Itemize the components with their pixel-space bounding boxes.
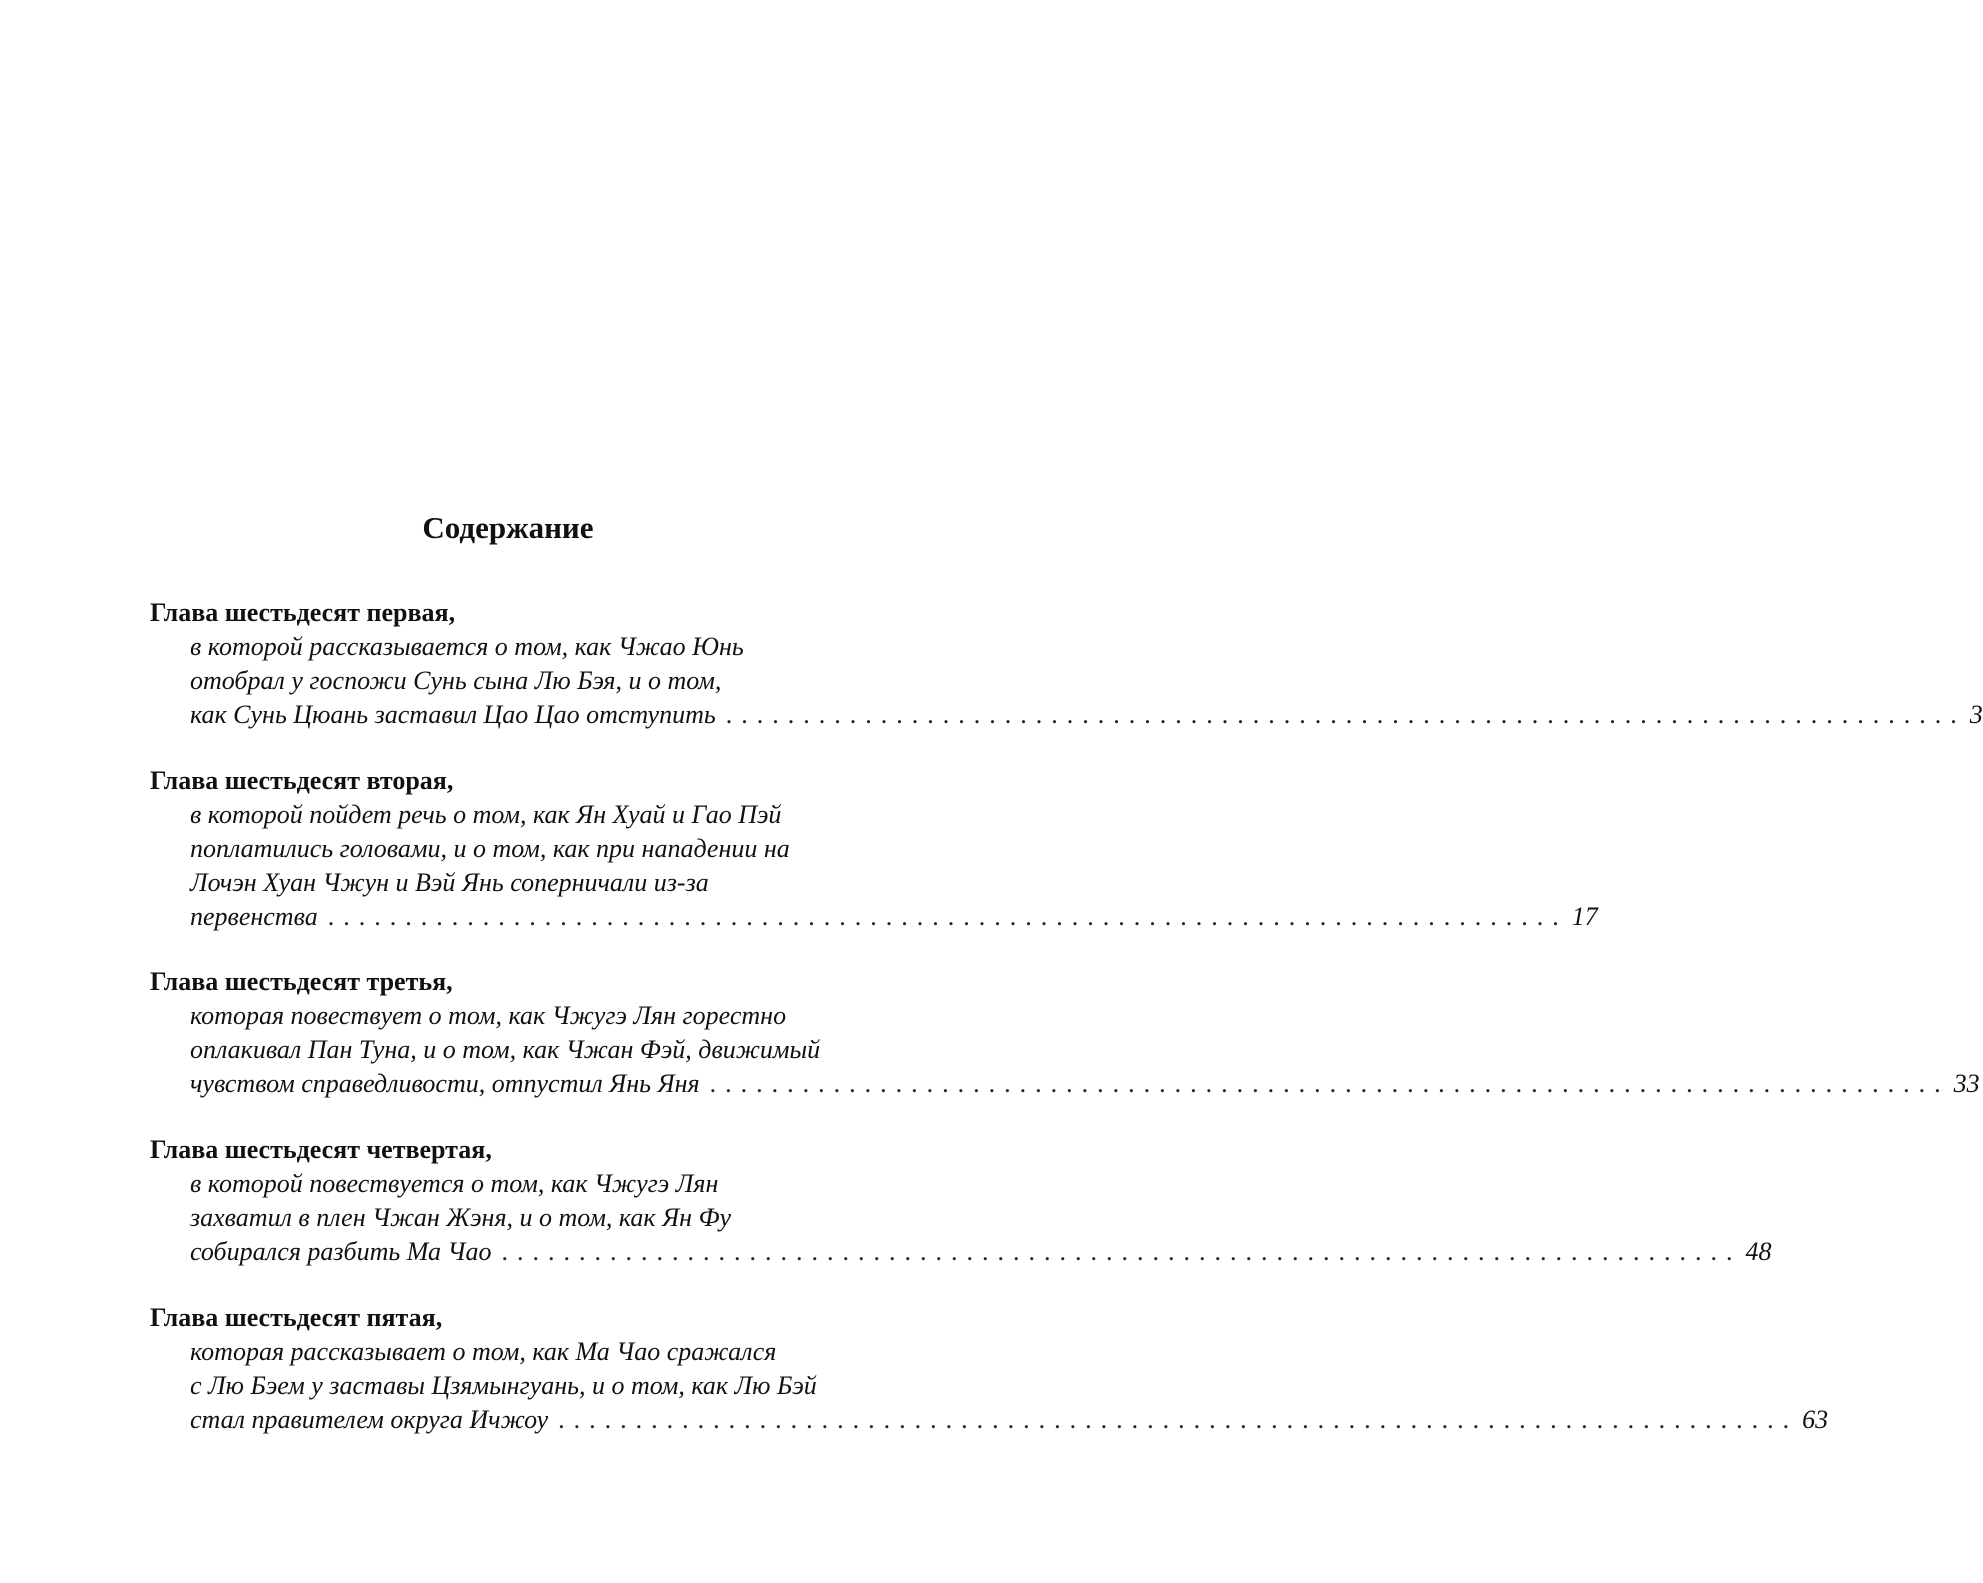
description-last-line	[190, 1403, 1829, 1437]
toc-entry	[150, 596, 1983, 732]
chapter-description	[190, 798, 1598, 934]
description-line: собирался разбить Ма Чао	[190, 1237, 492, 1266]
description-line: Лочэн Хуан Чжун и Вэй Янь соперничали из-за	[190, 868, 709, 897]
chapter-description	[190, 999, 1980, 1101]
page-number: 33	[1953, 1069, 1980, 1098]
description-line: которая повествует о том, как Чжугэ Лян горестно	[190, 1001, 787, 1030]
page-number: 63	[1802, 1405, 1829, 1434]
description-line: стал правителем округа Ичжоу	[190, 1405, 549, 1434]
chapter-heading: Глава шестьдесят пятая,	[150, 1303, 443, 1332]
chapter-heading: Глава шестьдесят третья,	[150, 967, 453, 996]
chapter-description	[190, 630, 1983, 732]
description-line: отобрал у госпожи Сунь сына Лю Бэя, и о том,	[190, 666, 722, 695]
description-line: которая рассказывает о том, как Ма Чао сражался	[190, 1337, 777, 1366]
dot-leader: ................................................................................	[725, 700, 1966, 729]
toc-title: Содержание	[422, 510, 594, 545]
toc-entry	[150, 965, 1980, 1101]
chapter-heading: Глава шестьдесят вторая,	[150, 766, 454, 795]
description-last-line	[190, 698, 1983, 732]
description-line: в которой рассказывается о том, как Чжао Юнь	[190, 632, 744, 661]
description-line: поплатились головами, и о том, как при нападении на	[190, 834, 790, 863]
description-last-line	[190, 1235, 1772, 1269]
page-number: 17	[1571, 902, 1598, 931]
dot-leader: ................................................................................	[327, 902, 1568, 931]
description-last-line	[190, 900, 1598, 934]
dot-leader: ................................................................................	[709, 1069, 1950, 1098]
dot-leader: ................................................................................	[501, 1237, 1742, 1266]
chapter-heading: Глава шестьдесят первая,	[150, 598, 456, 627]
toc-entry	[150, 764, 1598, 934]
chapter-heading: Глава шестьдесят четвертая,	[150, 1135, 492, 1164]
toc-entry	[150, 1133, 1772, 1269]
chapter-description	[190, 1335, 1829, 1437]
description-last-line	[190, 1067, 1980, 1101]
description-line: в которой пойдет речь о том, как Ян Хуай и Гао Пэй	[190, 800, 782, 829]
description-line: как Сунь Цюань заставил Цао Цао отступить	[190, 700, 716, 729]
dot-leader: ................................................................................	[558, 1405, 1799, 1434]
description-line: захватил в плен Чжан Жэня, и о том, как Ян Фу	[190, 1203, 732, 1232]
description-line: чувством справедливости, отпустил Янь Яня	[190, 1069, 700, 1098]
description-line: с Лю Бэем у заставы Цзямынгуань, и о том, как Лю Бэй	[190, 1371, 817, 1400]
description-line: первенства	[190, 902, 318, 931]
description-line: в которой повествуется о том, как Чжугэ Лян	[190, 1169, 719, 1198]
description-line: оплакивал Пан Туна, и о том, как Чжан Фэй, движимый	[190, 1035, 821, 1064]
page-number: 3	[1969, 700, 1983, 729]
chapter-description	[190, 1167, 1772, 1269]
toc-entry	[150, 1301, 1829, 1437]
page-number: 48	[1745, 1237, 1772, 1266]
